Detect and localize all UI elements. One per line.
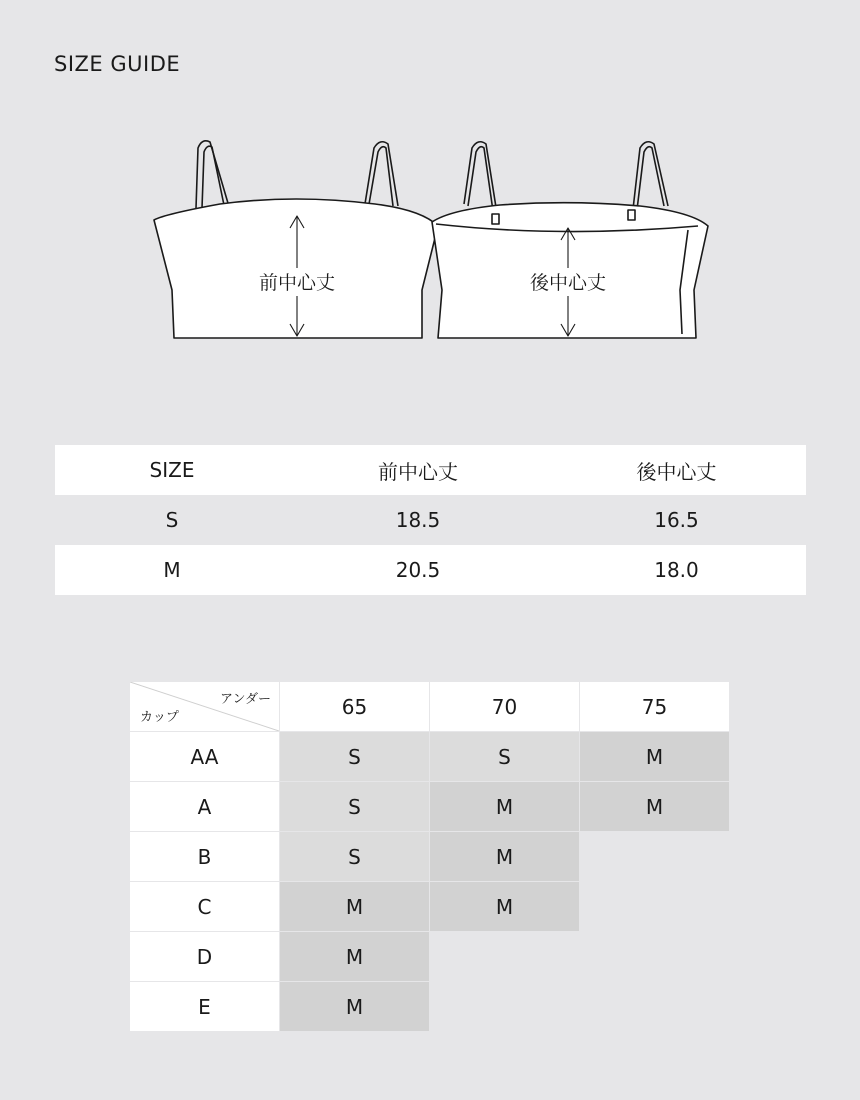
header-back-length: 後中心丈 [547,445,806,495]
size-cell-d-65: M [280,932,429,981]
size-cell-a-75: M [580,782,729,831]
matrix-corner [130,682,279,731]
size-cell: M [55,545,289,595]
front-garment [154,141,438,338]
cup-header-a: A [130,782,279,831]
cup-header-e: E [130,982,279,1031]
back-length-cell: 18.0 [547,545,806,595]
cup-label: カップ [140,710,179,725]
size-cell: S [55,495,289,545]
size-cell-a-70: M [430,782,579,831]
under-header-65: 65 [280,682,429,731]
back-length-label: 後中心丈 [529,272,607,294]
size-cell-aa-75: M [580,732,729,781]
size-cell-aa-70: S [430,732,579,781]
size-cell-e-65: M [280,982,429,1031]
cup-header-c: C [130,882,279,931]
header-size: SIZE [55,445,289,495]
size-table [55,445,806,595]
cup-header-aa: AA [130,732,279,781]
size-cell-c-70: M [430,882,579,931]
front-length-cell: 20.5 [289,545,547,595]
table-row [55,545,806,595]
under-label: アンダー [220,692,271,707]
cup-header-b: B [130,832,279,881]
size-cell-a-65: S [280,782,429,831]
size-cell-b-70: M [430,832,579,881]
cup-header-d: D [130,932,279,981]
garment-illustration [140,130,720,350]
table-row [55,495,806,545]
under-header-70: 70 [430,682,579,731]
size-cell-b-65: S [280,832,429,881]
size-table-header [55,445,806,495]
back-length-cell: 16.5 [547,495,806,545]
front-length-label: 前中心丈 [258,272,336,294]
back-garment [432,142,708,338]
size-cell-aa-65: S [280,732,429,781]
header-front-length: 前中心丈 [289,445,547,495]
page-title: SIZE GUIDE [54,52,181,76]
front-length-cell: 18.5 [289,495,547,545]
under-header-75: 75 [580,682,729,731]
size-cell-c-65: M [280,882,429,931]
